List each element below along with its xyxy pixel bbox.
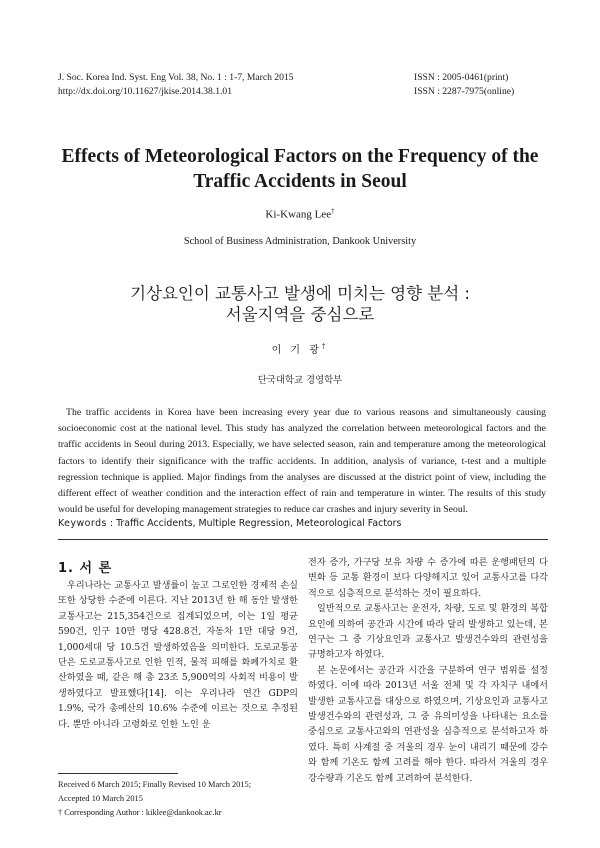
paper-title — [40, 144, 560, 194]
section-divider — [58, 539, 548, 540]
korean-title-line2: 서울지역을 중심으로 — [225, 305, 375, 324]
section-title: 서 론 — [79, 561, 113, 576]
affiliation: School of Business Administration, Dankook University — [183, 236, 417, 247]
left-column — [58, 579, 298, 733]
korean-author — [0, 341, 600, 356]
accepted-note: Accepted 10 March 2015 — [58, 793, 143, 803]
footnotes — [58, 778, 298, 819]
section-heading — [58, 557, 112, 576]
author — [0, 207, 600, 221]
right-column — [308, 556, 548, 787]
abstract: The traffic accidents in Korea have been increasing every year due to various reasons and simultaneously causing socioeconomic cost at the national level. This study has analyzed the correlation between meteorological factors and the traffic accidents in Seoul during 2013. Especially, we have selected season, rain and temperature among the meteorological factors to identify their significance with the traffic accidents. In addition, analysis of variance, t-test and a multiple regression technique is applied. Major findings from the analyses are discussed at the district point of view, including the different effect of weather condition and the interaction effect of rain and temperature in winter. The results of this study would be useful for developing management strategies to reduce car crashes and injury severity in Seoul. — [58, 407, 546, 516]
korean-author-name: 이 기 광 — [271, 345, 322, 356]
korean-title-line1: 기상요인이 교통사고 발생에 미치는 영향 분석 : — [130, 284, 470, 303]
issn-print: ISSN : 2005-0461(print) — [414, 72, 509, 83]
left-paragraph: 우리나라는 교통사고 발생률이 높고 그로인한 경제적 손실 또한 상당한 수준에 이른다. 지난 2013년 한 해 동안 발생한 교통사고는 215,354건으로 집계되었으며, 이는 1일 평균 590건, 인구 10만 명당 428.8건, 자동차 1만 대당 9건, 1,000세대 당 10.5건 발생하였음을 의미한다. 도로교통공단은 도로교통사고로 인한 인적, 물적 피해를 화폐가치로 환산하였을 때, 같은 해 총 23조 5,900억의 사회적 비용이 발생하였다고 발표했다[14]. 이는 우리나라 연간 GDP의 1.9%, 국가 총예산의 10.6% 수준에 이르는 것으로 추정된다. 뿐만 아니라 고령화로 인한 노인 운 — [58, 581, 298, 730]
paper-title-line2: Traffic Accidents in Seoul — [193, 171, 407, 192]
journal-citation: J. Soc. Korea Ind. Syst. Eng Vol. 38, No. 1 : 1-7, March 2015 — [58, 72, 294, 83]
received-note: Received 6 March 2015; Finally Revised 10 March 2015; — [58, 780, 252, 789]
korean-author-mark: † — [321, 342, 329, 351]
footnote-divider — [58, 773, 178, 774]
right-paragraph: 본 논문에서는 공간과 시간을 구분하여 연구 범위를 설정하였다. 이에 따라 2013년 서울 전체 및 각 자치구 내에서 발생한 교통사고를 대상으로 하였으며, 기상요인과 교통사고 발생건수와의 관련성과, 그 중 유의미성을 나타내는 요소를 중심으로 교통사고와의 연관성을 심층적으로 분석하고자 하였다. 특히 사계절 중 겨울의 경우 눈이 내리기 때문에 강수와 함께 기온도 함께 고려를 해야 한다. 따라서 겨울의 경우 강수량과 기온도 함께 고려하여 분석한다. — [308, 665, 548, 784]
right-paragraph: 일반적으로 교통사고는 운전자, 차량, 도로 및 환경의 복합요인에 의하여 공간과 시간에 따라 달리 발생하고 있는데, 본 연구는 그 중 기상요인과 교통사고 발생건수와의 관련성을 규명하고자 하였다. — [308, 604, 548, 661]
keywords-text: Traffic Accidents, Multiple Regression, Meteorological Factors — [116, 518, 402, 529]
paper-title-line1: Effects of Meteorological Factors on the Frequency of the — [61, 146, 539, 167]
section-number: 1. — [58, 561, 74, 576]
author-name: Ki-Kwang Lee — [265, 208, 332, 221]
issn-online: ISSN : 2287-7975(online) — [414, 86, 515, 97]
author-mark: † — [331, 207, 335, 215]
doi-link[interactable]: http://dx.doi.org/10.11627/jkise.2014.38.1.01 — [58, 86, 233, 97]
corresponding-author-note: † Corresponding Author : kiklee@dankook.ac.kr — [58, 807, 222, 817]
korean-affiliation: 단국대학교 경영학부 — [257, 375, 343, 386]
keywords: Keywords : Traffic Accidents, Multiple Regression, Meteorological Factors — [58, 518, 402, 529]
keywords-label: Keywords — [58, 518, 107, 529]
right-paragraph: 전자 증가, 가구당 보유 차량 수 증가에 따른 운행패턴의 다변화 등 교통 환경이 보다 다양해지고 있어 교통사고를 다각적으로 심층적으로 분석하는 것이 필요하다. — [308, 558, 548, 599]
korean-title — [0, 283, 600, 325]
